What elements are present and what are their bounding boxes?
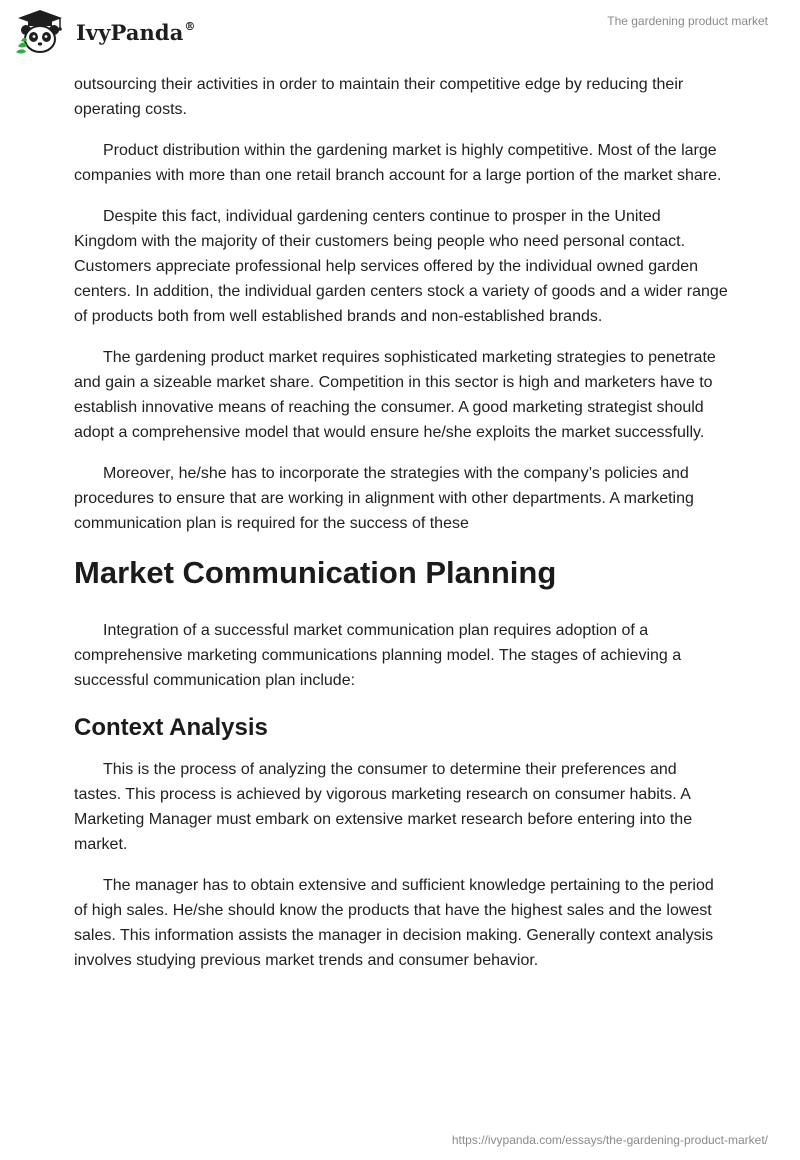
paragraph: The gardening product market requires sophisticated marketing strategies to penetrate and gain a sizeable market share. Competition in this sector is high and marketers have to establish innovative means of reaching the consumer. A good marketing strategist should adopt a comprehensive model that would ensure he/she exploits the market successfully. <box>74 349 716 441</box>
paragraph: Product distribution within the gardening market is highly competitive. Most of the large companies with more than one retail branch account for a large portion of the market share. <box>74 142 722 184</box>
paragraph: The manager has to obtain extensive and sufficient knowledge pertaining to the period of high sales. He/she should know the products that have the highest sales and the lowest sales. This information assists the manager in decision making. Generally context analysis involves studying previous market trends and consumer behavior. <box>74 877 714 969</box>
paragraph: Integration of a successful market communication plan requires adoption of a comprehensive marketing communications planning model. The stages of achieving a successful communication plan include: <box>74 622 682 689</box>
panda-graduate-icon <box>14 8 66 56</box>
document-title: The gardening product market <box>607 14 768 28</box>
ivypanda-logo[interactable] <box>14 8 196 56</box>
paragraph: Despite this fact, individual gardening centers continue to prosper in the United Kingdom with the majority of their customers being people who need personal contact. Customers appreciate professional help services offered by the individual owned garden centers. In addition, the individual garden centers stock a variety of goods and a wider range of products both from well established brands and non-established brands. <box>74 208 728 325</box>
registered-mark: ® <box>184 19 196 33</box>
essay-content <box>74 72 728 989</box>
page-header <box>0 0 800 70</box>
paragraph: Moreover, he/she has to incorporate the strategies with the company’s policies and procedures to ensure that are working in alignment with other departments. A marketing communication plan is required for the success of these <box>74 465 694 532</box>
section-heading-market-communication-planning: Market Communication Planning <box>74 555 557 590</box>
paragraph: outsourcing their activities in order to maintain their competitive edge by reducing their operating costs. <box>74 76 684 118</box>
paragraph: This is the process of analyzing the consumer to determine their preferences and tastes. This process is achieved by vigorous marketing research on consumer habits. A Marketing Manager must embark on extensive market research before entering into the market. <box>74 761 693 853</box>
subsection-heading-context-analysis: Context Analysis <box>74 714 268 741</box>
brand-name: IvyPanda® <box>76 19 196 45</box>
source-url[interactable]: https://ivypanda.com/essays/the-gardening-product-market/ <box>451 1133 768 1147</box>
